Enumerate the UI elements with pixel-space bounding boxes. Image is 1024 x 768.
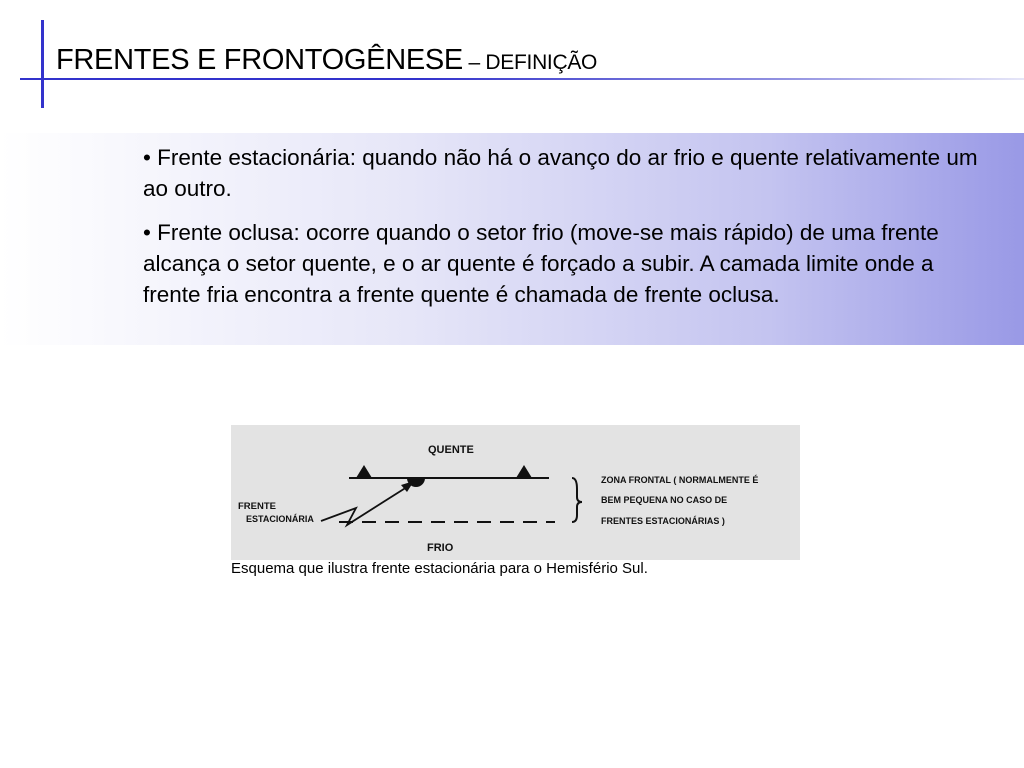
zone-text-line2: BEM PEQUENA NO CASO DE — [601, 495, 728, 505]
stationary-front-diagram — [231, 425, 800, 560]
zone-text-line3: FRENTES ESTACIONÁRIAS ) — [601, 516, 725, 526]
front-triangle-left — [356, 465, 372, 478]
title-subtitle: – DEFINIÇÃO — [462, 51, 598, 74]
title-main: FRENTES E FRONTOGÊNESE — [56, 44, 463, 76]
label-cold: FRIO — [427, 542, 454, 554]
label-warm: QUENTE — [428, 444, 474, 456]
title-accent-horizontal-line — [20, 78, 1024, 80]
bullet-list — [143, 142, 993, 323]
title-accent-vertical-bar — [41, 20, 44, 108]
bullet-stationary-front: • Frente estacionária: quando não há o avanço do ar frio e quente relativamente um ao outro. — [143, 145, 978, 201]
zone-brace — [572, 478, 582, 522]
label-front-line2: ESTACIONÁRIA — [246, 514, 314, 524]
zone-text-line1: ZONA FRONTAL ( NORMALMENTE É — [601, 475, 759, 485]
label-front-line1: FRENTE — [238, 501, 276, 512]
front-pointer-line — [321, 487, 407, 525]
slide-title — [56, 44, 597, 77]
front-triangle-right — [516, 465, 532, 478]
diagram-svg — [231, 425, 800, 560]
bullet-occluded-front: • Frente oclusa: ocorre quando o setor frio (move-se mais rápido) de uma frente alcança o setor quente, e o ar quente é forçado a subir. A camada limite onde a frente fria encontra a frente quente é chamada de frente oclusa. — [143, 220, 939, 307]
figure-caption: Esquema que ilustra frente estacionária para o Hemisfério Sul. — [231, 560, 648, 577]
